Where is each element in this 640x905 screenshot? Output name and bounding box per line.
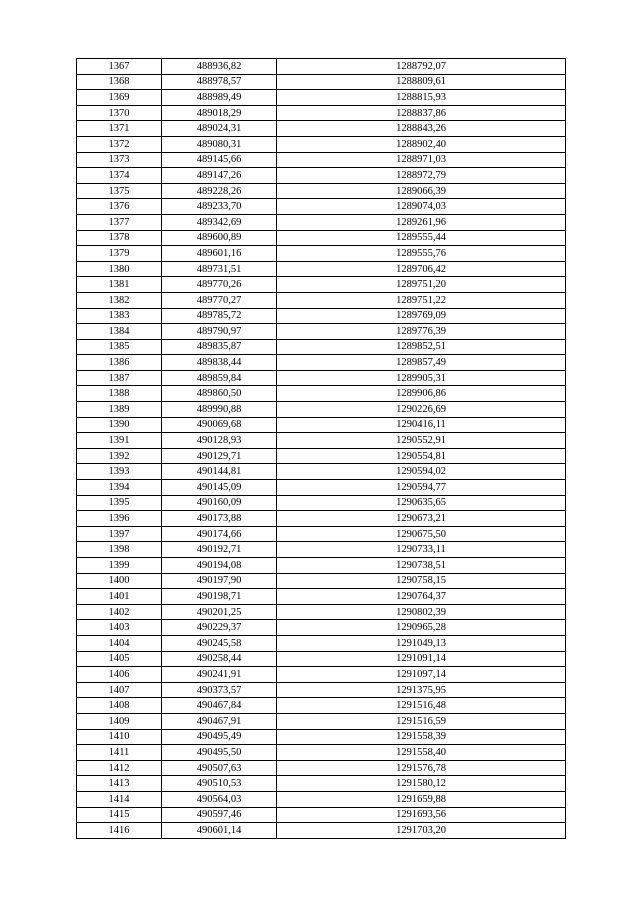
table-row	[77, 74, 566, 90]
y-coordinate-cell: 1291576,78	[277, 760, 566, 776]
point-number-cell: 1384	[77, 324, 162, 340]
y-coordinate-cell: 1289776,39	[277, 324, 566, 340]
point-number-cell: 1379	[77, 246, 162, 262]
table-row	[77, 370, 566, 386]
table-row	[77, 105, 566, 121]
x-coordinate-cell: 489018,29	[162, 105, 277, 121]
point-number-cell: 1372	[77, 136, 162, 152]
x-coordinate-cell: 490173,88	[162, 511, 277, 527]
y-coordinate-cell: 1289905,31	[277, 370, 566, 386]
y-coordinate-cell: 1289261,96	[277, 214, 566, 230]
table-row	[77, 183, 566, 199]
point-number-cell: 1377	[77, 214, 162, 230]
y-coordinate-cell: 1291659,88	[277, 791, 566, 807]
table-row	[77, 90, 566, 106]
table-row	[77, 542, 566, 558]
point-number-cell: 1398	[77, 542, 162, 558]
table-row	[77, 214, 566, 230]
point-number-cell: 1404	[77, 635, 162, 651]
table-row	[77, 760, 566, 776]
point-number-cell: 1374	[77, 168, 162, 184]
table-row	[77, 667, 566, 683]
y-coordinate-cell: 1290675,50	[277, 526, 566, 542]
point-number-cell: 1380	[77, 261, 162, 277]
table-row	[77, 823, 566, 839]
y-coordinate-cell: 1291097,14	[277, 667, 566, 683]
y-coordinate-cell: 1290733,11	[277, 542, 566, 558]
table-row	[77, 261, 566, 277]
point-number-cell: 1373	[77, 152, 162, 168]
y-coordinate-cell: 1289066,39	[277, 183, 566, 199]
table-row	[77, 339, 566, 355]
table-row	[77, 729, 566, 745]
y-coordinate-cell: 1289706,42	[277, 261, 566, 277]
table-row	[77, 448, 566, 464]
y-coordinate-cell: 1291580,12	[277, 776, 566, 792]
x-coordinate-cell: 490129,71	[162, 448, 277, 464]
x-coordinate-cell: 489859,84	[162, 370, 277, 386]
y-coordinate-cell: 1290594,02	[277, 464, 566, 480]
x-coordinate-cell: 489770,26	[162, 277, 277, 293]
point-number-cell: 1402	[77, 604, 162, 620]
table-row	[77, 558, 566, 574]
x-coordinate-cell: 490229,37	[162, 620, 277, 636]
x-coordinate-cell: 489233,70	[162, 199, 277, 215]
y-coordinate-cell: 1289074,03	[277, 199, 566, 215]
table-row	[77, 277, 566, 293]
y-coordinate-cell: 1289769,09	[277, 308, 566, 324]
x-coordinate-cell: 490467,84	[162, 698, 277, 714]
y-coordinate-cell: 1291375,95	[277, 682, 566, 698]
table-row	[77, 713, 566, 729]
y-coordinate-cell: 1288837,86	[277, 105, 566, 121]
point-number-cell: 1392	[77, 448, 162, 464]
point-number-cell: 1369	[77, 90, 162, 106]
x-coordinate-cell: 490144,81	[162, 464, 277, 480]
y-coordinate-cell: 1291558,39	[277, 729, 566, 745]
table-row	[77, 121, 566, 137]
x-coordinate-cell: 489147,26	[162, 168, 277, 184]
table-row	[77, 152, 566, 168]
x-coordinate-cell: 489600,89	[162, 230, 277, 246]
table-row	[77, 59, 566, 75]
table-row	[77, 807, 566, 823]
y-coordinate-cell: 1290965,28	[277, 620, 566, 636]
y-coordinate-cell: 1290594,77	[277, 480, 566, 496]
table-row	[77, 651, 566, 667]
x-coordinate-cell: 490564,03	[162, 791, 277, 807]
x-coordinate-cell: 488936,82	[162, 59, 277, 75]
point-number-cell: 1396	[77, 511, 162, 527]
y-coordinate-cell: 1288902,40	[277, 136, 566, 152]
x-coordinate-cell: 489601,16	[162, 246, 277, 262]
table-row	[77, 526, 566, 542]
point-number-cell: 1397	[77, 526, 162, 542]
x-coordinate-cell: 490245,58	[162, 635, 277, 651]
point-number-cell: 1381	[77, 277, 162, 293]
table-row	[77, 511, 566, 527]
table-row	[77, 776, 566, 792]
x-coordinate-cell: 489024,31	[162, 121, 277, 137]
table-row	[77, 682, 566, 698]
point-number-cell: 1401	[77, 589, 162, 605]
x-coordinate-cell: 489145,66	[162, 152, 277, 168]
y-coordinate-cell: 1288809,61	[277, 74, 566, 90]
point-number-cell: 1407	[77, 682, 162, 698]
y-coordinate-cell: 1290802,39	[277, 604, 566, 620]
x-coordinate-cell: 489228,26	[162, 183, 277, 199]
point-number-cell: 1368	[77, 74, 162, 90]
x-coordinate-cell: 490201,25	[162, 604, 277, 620]
table-row	[77, 604, 566, 620]
table-row	[77, 308, 566, 324]
x-coordinate-cell: 489860,50	[162, 386, 277, 402]
x-coordinate-cell: 490194,08	[162, 558, 277, 574]
y-coordinate-cell: 1289751,22	[277, 292, 566, 308]
point-number-cell: 1371	[77, 121, 162, 137]
y-coordinate-cell: 1290635,65	[277, 495, 566, 511]
y-coordinate-cell: 1291516,48	[277, 698, 566, 714]
coordinates-table-body	[77, 59, 566, 839]
point-number-cell: 1389	[77, 402, 162, 418]
table-row	[77, 698, 566, 714]
x-coordinate-cell: 489770,27	[162, 292, 277, 308]
point-number-cell: 1376	[77, 199, 162, 215]
x-coordinate-cell: 489838,44	[162, 355, 277, 371]
point-number-cell: 1400	[77, 573, 162, 589]
point-number-cell: 1393	[77, 464, 162, 480]
x-coordinate-cell: 489731,51	[162, 261, 277, 277]
y-coordinate-cell: 1289751,20	[277, 277, 566, 293]
y-coordinate-cell: 1291558,40	[277, 745, 566, 761]
table-row	[77, 791, 566, 807]
point-number-cell: 1386	[77, 355, 162, 371]
table-row	[77, 292, 566, 308]
table-row	[77, 480, 566, 496]
point-number-cell: 1415	[77, 807, 162, 823]
point-number-cell: 1375	[77, 183, 162, 199]
y-coordinate-cell: 1290416,11	[277, 417, 566, 433]
x-coordinate-cell: 488989,49	[162, 90, 277, 106]
x-coordinate-cell: 490197,90	[162, 573, 277, 589]
table-row	[77, 589, 566, 605]
table-row	[77, 433, 566, 449]
point-number-cell: 1383	[77, 308, 162, 324]
point-number-cell: 1395	[77, 495, 162, 511]
point-number-cell: 1413	[77, 776, 162, 792]
x-coordinate-cell: 489790,97	[162, 324, 277, 340]
x-coordinate-cell: 490160,09	[162, 495, 277, 511]
point-number-cell: 1367	[77, 59, 162, 75]
table-row	[77, 417, 566, 433]
x-coordinate-cell: 489990,88	[162, 402, 277, 418]
table-row	[77, 230, 566, 246]
table-row	[77, 573, 566, 589]
x-coordinate-cell: 489785,72	[162, 308, 277, 324]
point-number-cell: 1370	[77, 105, 162, 121]
x-coordinate-cell: 490507,63	[162, 760, 277, 776]
x-coordinate-cell: 490373,57	[162, 682, 277, 698]
x-coordinate-cell: 490258,44	[162, 651, 277, 667]
point-number-cell: 1408	[77, 698, 162, 714]
x-coordinate-cell: 490069,68	[162, 417, 277, 433]
table-row	[77, 495, 566, 511]
table-row	[77, 136, 566, 152]
x-coordinate-cell: 490241,91	[162, 667, 277, 683]
point-number-cell: 1412	[77, 760, 162, 776]
table-row	[77, 745, 566, 761]
x-coordinate-cell: 488978,57	[162, 74, 277, 90]
coordinates-table	[76, 58, 566, 839]
y-coordinate-cell: 1289906,86	[277, 386, 566, 402]
table-row	[77, 168, 566, 184]
table-row	[77, 620, 566, 636]
point-number-cell: 1405	[77, 651, 162, 667]
y-coordinate-cell: 1288792,07	[277, 59, 566, 75]
point-number-cell: 1411	[77, 745, 162, 761]
y-coordinate-cell: 1290226,69	[277, 402, 566, 418]
point-number-cell: 1378	[77, 230, 162, 246]
y-coordinate-cell: 1290738,51	[277, 558, 566, 574]
point-number-cell: 1414	[77, 791, 162, 807]
y-coordinate-cell: 1288971,03	[277, 152, 566, 168]
point-number-cell: 1391	[77, 433, 162, 449]
y-coordinate-cell: 1291049,13	[277, 635, 566, 651]
point-number-cell: 1409	[77, 713, 162, 729]
point-number-cell: 1394	[77, 480, 162, 496]
x-coordinate-cell: 490174,66	[162, 526, 277, 542]
point-number-cell: 1387	[77, 370, 162, 386]
table-row	[77, 246, 566, 262]
point-number-cell: 1390	[77, 417, 162, 433]
table-row	[77, 324, 566, 340]
table-row	[77, 355, 566, 371]
table-row	[77, 635, 566, 651]
y-coordinate-cell: 1289852,51	[277, 339, 566, 355]
table-row	[77, 464, 566, 480]
y-coordinate-cell: 1288843,26	[277, 121, 566, 137]
y-coordinate-cell: 1289857,49	[277, 355, 566, 371]
x-coordinate-cell: 490495,49	[162, 729, 277, 745]
point-number-cell: 1416	[77, 823, 162, 839]
table-row	[77, 402, 566, 418]
point-number-cell: 1399	[77, 558, 162, 574]
x-coordinate-cell: 490601,14	[162, 823, 277, 839]
table-row	[77, 386, 566, 402]
x-coordinate-cell: 490145,09	[162, 480, 277, 496]
y-coordinate-cell: 1291516,59	[277, 713, 566, 729]
x-coordinate-cell: 490198,71	[162, 589, 277, 605]
y-coordinate-cell: 1290554,81	[277, 448, 566, 464]
point-number-cell: 1406	[77, 667, 162, 683]
x-coordinate-cell: 490128,93	[162, 433, 277, 449]
y-coordinate-cell: 1291693,56	[277, 807, 566, 823]
y-coordinate-cell: 1289555,76	[277, 246, 566, 262]
point-number-cell: 1403	[77, 620, 162, 636]
x-coordinate-cell: 490510,53	[162, 776, 277, 792]
y-coordinate-cell: 1290673,21	[277, 511, 566, 527]
table-row	[77, 199, 566, 215]
x-coordinate-cell: 489080,31	[162, 136, 277, 152]
x-coordinate-cell: 489342,69	[162, 214, 277, 230]
y-coordinate-cell: 1290764,37	[277, 589, 566, 605]
y-coordinate-cell: 1288972,79	[277, 168, 566, 184]
y-coordinate-cell: 1289555,44	[277, 230, 566, 246]
x-coordinate-cell: 490192,71	[162, 542, 277, 558]
point-number-cell: 1382	[77, 292, 162, 308]
y-coordinate-cell: 1290758,15	[277, 573, 566, 589]
y-coordinate-cell: 1291091,14	[277, 651, 566, 667]
point-number-cell: 1388	[77, 386, 162, 402]
x-coordinate-cell: 489835,87	[162, 339, 277, 355]
x-coordinate-cell: 490597,46	[162, 807, 277, 823]
point-number-cell: 1385	[77, 339, 162, 355]
x-coordinate-cell: 490467,91	[162, 713, 277, 729]
point-number-cell: 1410	[77, 729, 162, 745]
x-coordinate-cell: 490495,50	[162, 745, 277, 761]
y-coordinate-cell: 1290552,91	[277, 433, 566, 449]
y-coordinate-cell: 1288815,93	[277, 90, 566, 106]
y-coordinate-cell: 1291703,20	[277, 823, 566, 839]
